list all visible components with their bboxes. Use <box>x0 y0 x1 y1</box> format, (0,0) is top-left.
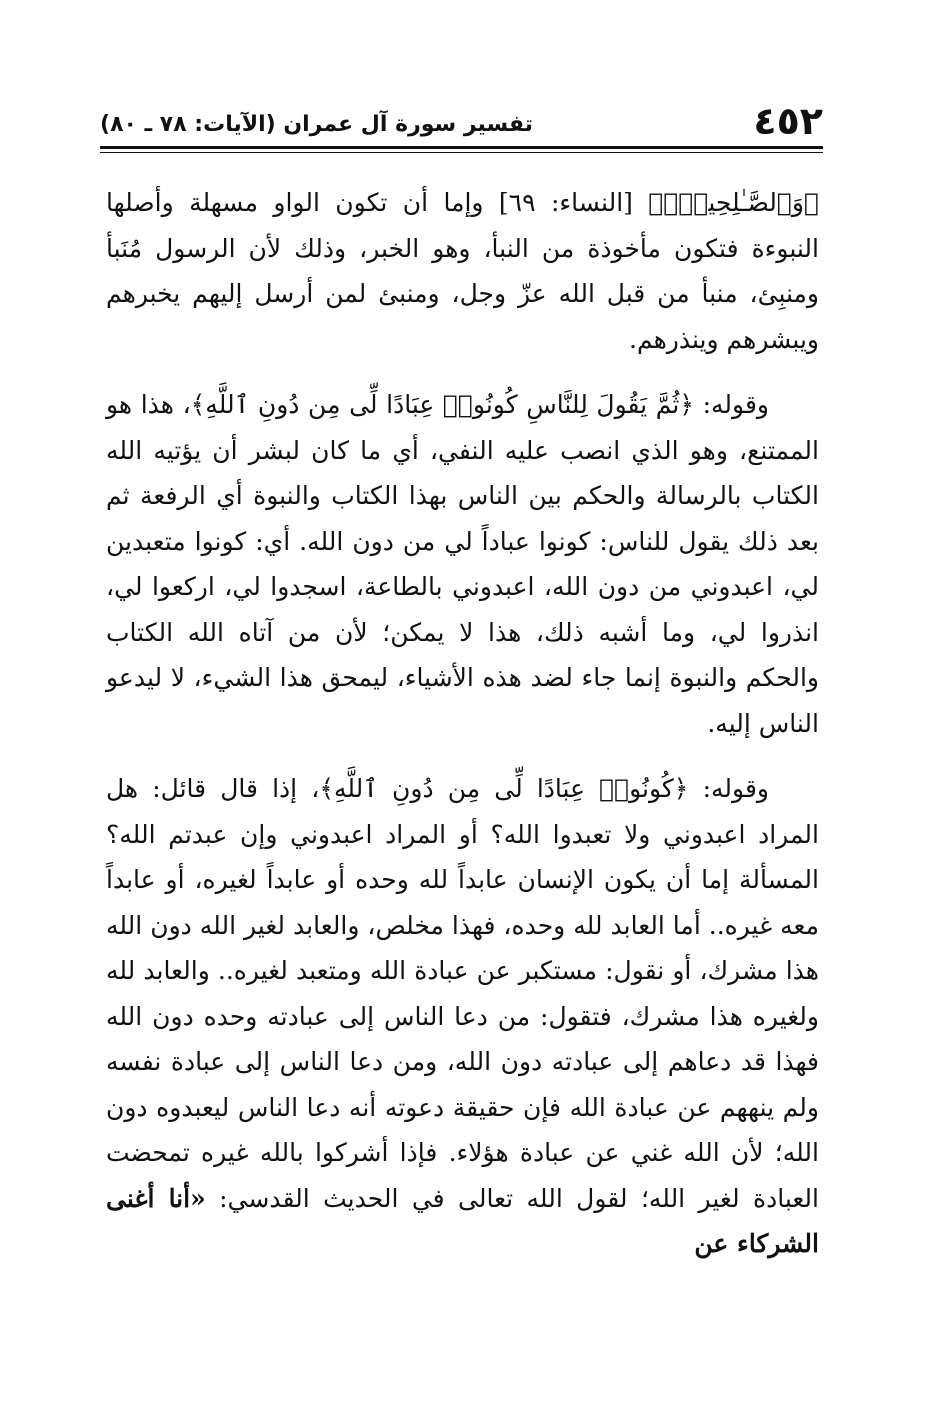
header-rule-thick <box>100 146 823 149</box>
paragraph-3 <box>106 766 819 1267</box>
paragraph-2 <box>106 382 819 746</box>
paragraph-text: [النساء: ٦٩] وإما أن تكون الواو مسهلة وأصلها النبوءة فتكون مأخوذة من النبأ، وهو الخبر، وذلك لأن الرسول مُنَبأ ومنبِئ، منبأ من قبل الله عزّ وجل، ومنبئ لمن أرسل إليهم يخبرهم ويبشرهم وينذرهم. <box>106 188 819 354</box>
paragraph-1 <box>106 180 819 362</box>
paragraph-lead: وقوله: <box>693 390 769 419</box>
running-header <box>100 96 823 142</box>
running-title: تفسير سورة آل عمران (الآيات: ٧٨ ـ ٨٠) <box>100 112 533 137</box>
paragraph-text: ، إذا قال قائل: هل المراد اعبدوني ولا تعبدوا الله؟ أو المراد اعبدوني وإن عبدتم الله؟ المسألة إما أن يكون الإنسان عابداً لله وحده أو عابداً لغيره، أو عابداً معه غيره.. أما العابد لله وحده، فهذا مخلص، والعابد لغير الله دون الله هذا مشرك، أو نقول: مستكبر عن عبادة الله ومتعبد لغيره.. والعابد لله ولغيره هذا مشرك، فتقول: من دعا الناس إلى عبادته وحده دون الله فهذا قد دعاهم إلى عبادته دون الله، ومن دعا الناس إلى عبادة نفسه ولم ينههم عن عبادة الله فإن حقيقة دعوته أنه دعا الناس ليعبدوه دون الله؛ لأن الله غني عن عبادة هؤلاء. فإذا أشركوا بالله غيره تمحضت العبادة لغير الله؛ لقول الله تعالى في الحديث القدسي: <box>106 774 819 1213</box>
page-number: ٤٥٢ <box>753 99 823 143</box>
hadith-quote: «أنا أغنى الشركاء عن <box>106 1183 819 1258</box>
body-text <box>106 180 819 1287</box>
paragraph-text: ، هذا هو الممتنع، وهو الذي انصب عليه النفي، أي ما كان لبشر أن يؤتيه الله الكتاب بالرسالة والحكم بين الناس بهذا الكتاب والنبوة أي الرفعة ثم بعد ذلك يقول للناس: كونوا عباداً لي من دون الله. أي: كونوا متعبدين لي، اعبدوني من دون الله، اعبدوني بالطاعة، اسجدوا لي، اركعوا لي، انذروا لي، وما أشبه ذلك، هذا لا يمكن؛ لأن من آتاه الله الكتاب والحكم والنبوة إنما جاء لضد هذه الأشياء، ليمحق هذا الشيء، لا ليدعو الناس إليه. <box>106 390 819 738</box>
paragraph-lead: وقوله: <box>688 774 769 803</box>
quran-quote: ﴿ثُمَّ يَقُولَ لِلنَّاسِ كُونُوا۟ عِبَادًا لِّى مِن دُونِ ٱللَّهِ﴾ <box>190 390 694 419</box>
quran-quote: ﴿وَٱلصَّـٰلِحِينَۚ﴾ <box>648 188 819 217</box>
header-rule-thin <box>100 152 823 153</box>
quran-quote: ﴿كُونُوا۟ عِبَادًا لِّى مِن دُونِ ٱللَّهِ﴾ <box>319 774 689 803</box>
